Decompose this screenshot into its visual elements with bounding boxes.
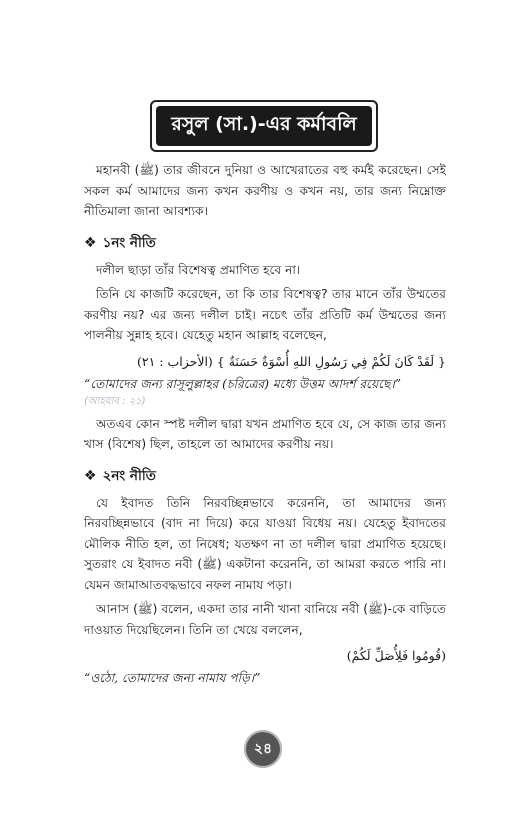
page-number: ২৪ xyxy=(244,730,282,768)
section1-translation-quote: “তোমাদের জন্য রাসূলুল্লাহর (চরিত্রের) মধ্যে উত্তম আদর্শ রয়েছে।” xyxy=(84,376,401,391)
chapter-title: রসুল (সা.)-এর কর্মাবলি xyxy=(156,106,372,146)
section2-translation-quote: “ওঠো, তোমাদের জন্য নামায পড়ি।” xyxy=(84,671,261,685)
section2-heading-text: ২নং নীতি xyxy=(102,467,156,484)
page-body xyxy=(84,160,446,688)
section2-paragraph-1: যে ইবাদত তিনি নিরবচ্ছিন্নভাবে করেননি, তা আমাদের জন্য নিরবচ্ছিন্নভাবে (বাদ না দিয়ে) করে যাওয়া বিধেয় নয়। যেহেতু ইবাদতের মৌলিক নীতি হল, তা নিষেধ; যতক্ষণ না তা দলীল দ্বারা প্রমাণিত হয়েছে। সুতরাং যে ইবাদত নবী (ﷺ) একটানা করেননি, তা আমরা করতে পারি না। যেমন জামাআতবদ্ধভাবে নফল নামায পড়া। xyxy=(84,495,446,592)
section1-paragraph-3: অতএব কোন স্পষ্ট দলীল দ্বারা যখন প্রমাণিত হবে যে, সে কাজ তার জন্য খাস (বিশেষ) ছিল, তাহলে তা আমাদের করণীয় নয়। xyxy=(84,416,446,451)
section2-arabic-quote: (قُومُوا فَلِأُصَلِّ لَكُمْ) xyxy=(346,648,446,663)
section1-paragraph-2: তিনি যে কাজটি করেছেন, তা কি তার বিশেষত্ব? তার মানে তাঁর উম্মতের করণীয় নয়? এর জন্য দলীল চাই। নচেৎ তাঁর প্রতিটি কর্ম উম্মতের জন্য পালনীয় সুন্নাহ হবে। যেহেতু মহান আল্লাহ বলেছেন, xyxy=(84,287,446,342)
section1-heading-text: ১নং নীতি xyxy=(102,234,156,251)
chapter-title-frame xyxy=(150,100,378,152)
section1-arabic-verse: { لَقَدْ كَانَ لَكُمْ فِي رَسُولِ اللهِ أُسْوَةٌ حَسَنَةٌ } (الأحزاب : ٢١) xyxy=(136,353,446,369)
section1-quote-reference: (আহযাব : ২১) xyxy=(84,395,146,407)
section1-heading xyxy=(84,230,446,256)
intro-paragraph: মহানবী (ﷺ) তার জীবনে দুনিয়া ও আখেরাতের বহু কর্মই করেছেন। সেই সকল কর্ম আমাদের জন্য কখন করণীয় ও কখন নয়, তার জন্য নিম্নোক্ত নীতিমালা জানা আবশ্যক। xyxy=(84,163,446,218)
section1-paragraph-1: দলীল ছাড়া তাঁর বিশেষত্ব প্রমাণিত হবে না। xyxy=(96,262,301,277)
diamond-bullet-icon: ❖ xyxy=(84,467,97,484)
diamond-bullet-icon: ❖ xyxy=(84,234,97,251)
section2-paragraph-2: আনাস (ﷺ) বলেন, একদা তার নানী খানা বানিয়ে নবী (ﷺ)-কে বাড়িতে দাওয়াত দিয়েছিলেন। তিনি তা খেয়ে বললেন, xyxy=(84,602,446,637)
section2-heading xyxy=(84,463,446,489)
